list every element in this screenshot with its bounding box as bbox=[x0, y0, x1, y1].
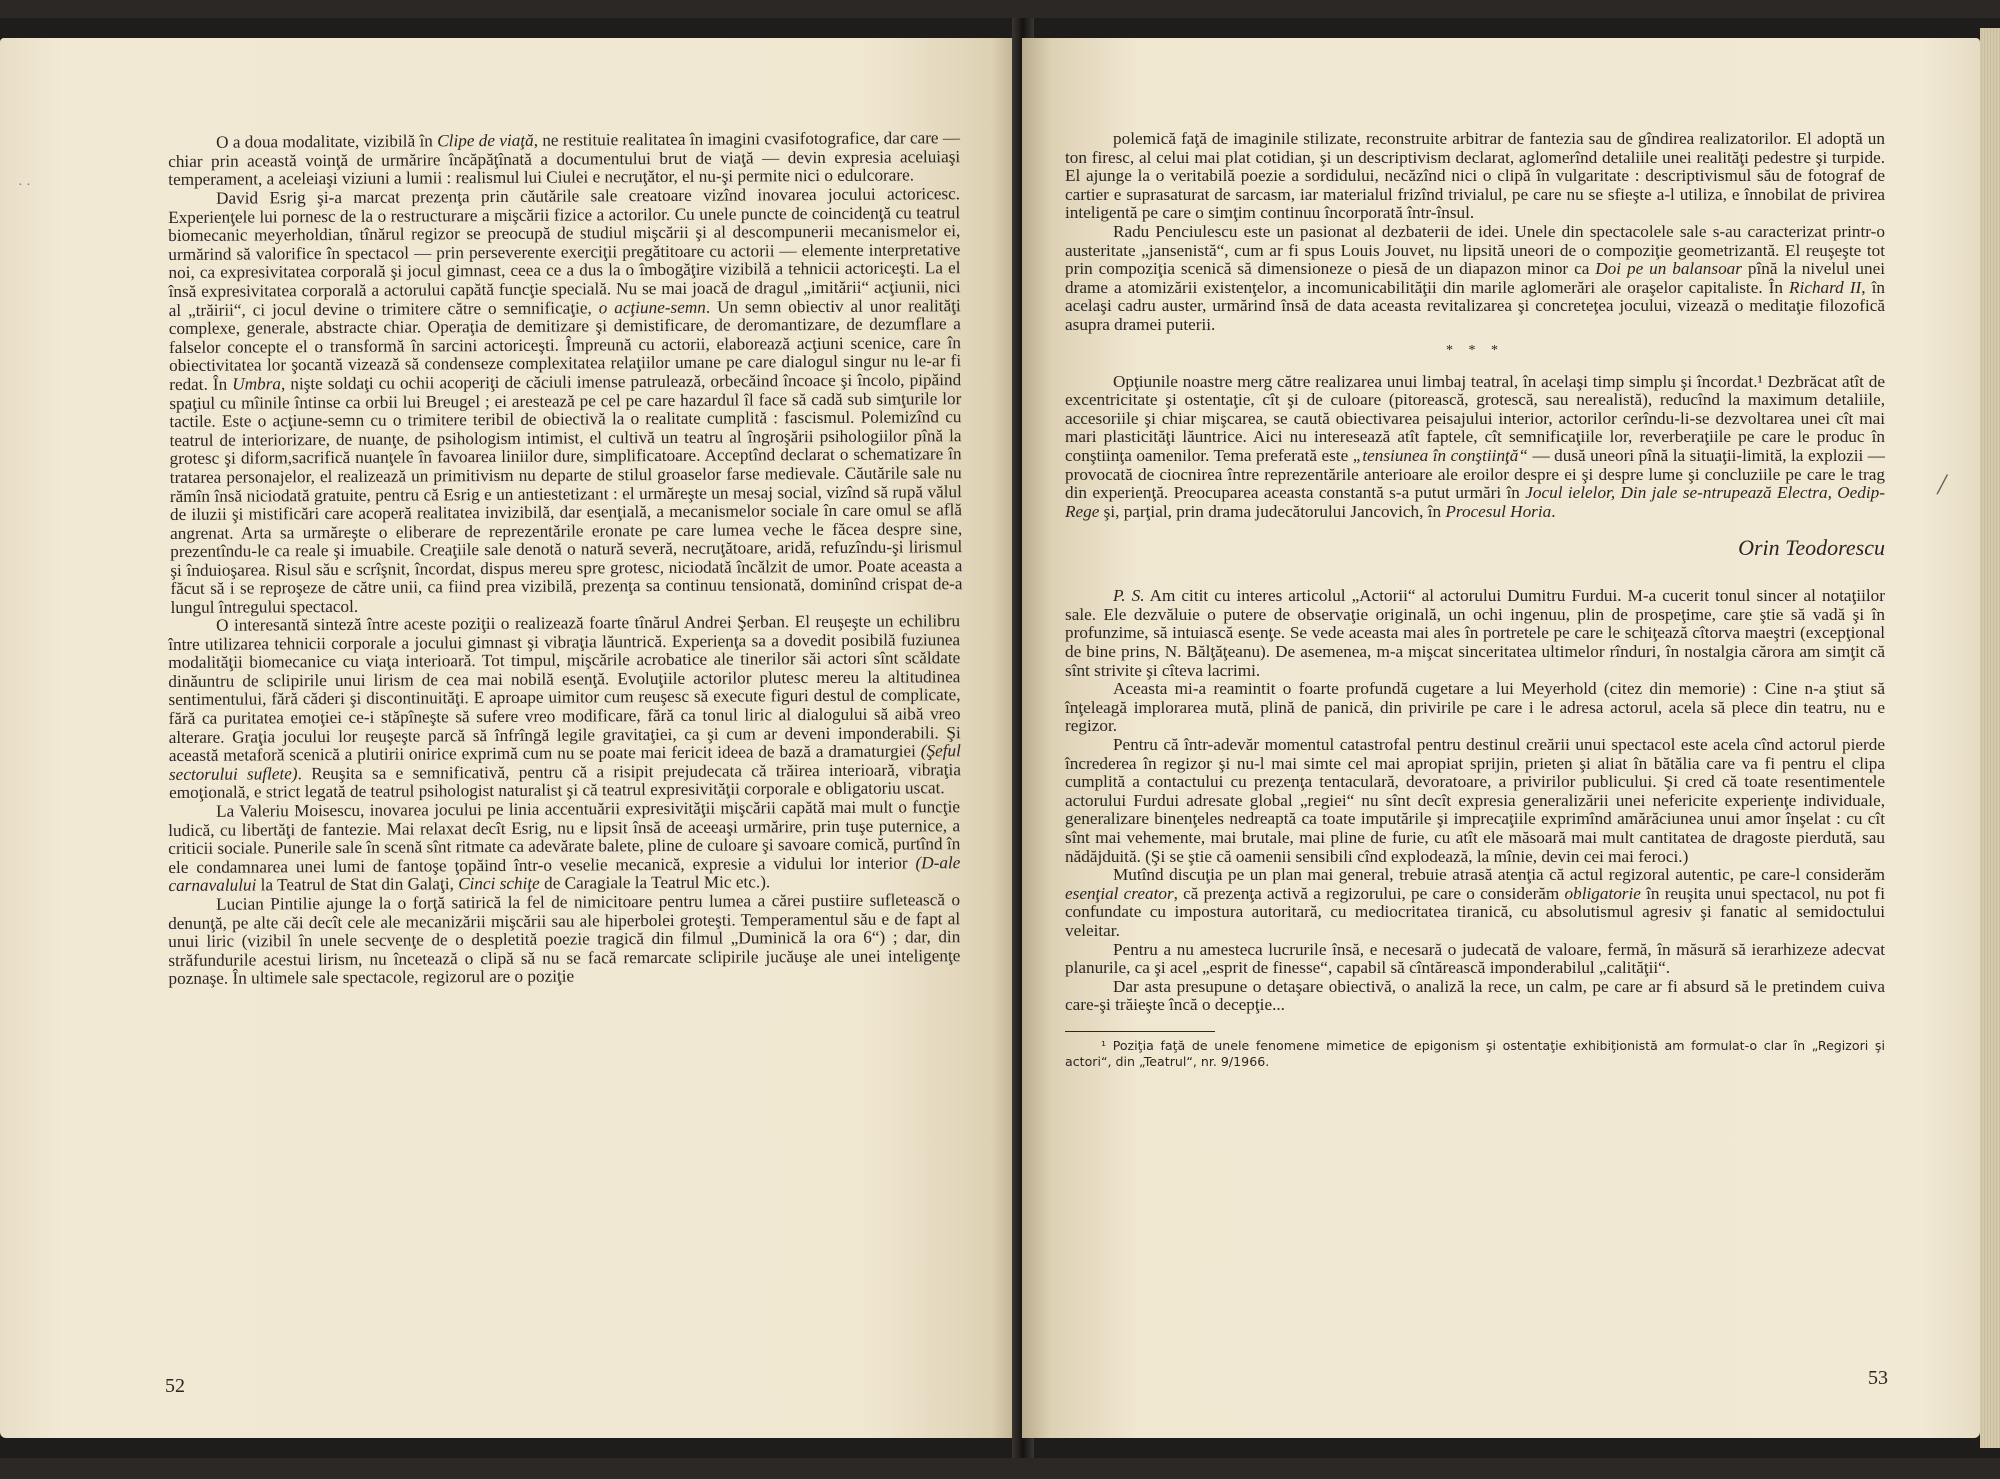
dots-mark: · · bbox=[18, 178, 31, 193]
page-number-right: 53 bbox=[1868, 1367, 1888, 1389]
paragraph: polemică faţă de imaginile stilizate, reconstruite arbitrar de fantezia sau de gîndirea realizatorilor. El adoptă un ton firesc, al celui mai plat cotidian, şi un descriptivism declarat, aglomerînd detaliile unei realităţi pedestre şi turpide. El ajunge la o veritabilă poezie a sordidului, necăzînd nici o clipă în vulgaritate : descriptivismul său de fotograf de cartier e suprasaturat de sarcasm, iar materialul frizînd trivialul, pe care nu se sfieşte a-l utiliza, e înnobilat de privirea inteligentă pe care o simţim continuu încorporată într-însul. bbox=[1065, 129, 1885, 223]
ps-paragraph: Dar asta presupune o detaşare obiectivă, o analiză la rece, un calm, pe care ar fi absurd să le pretindem cuiva care-şi trăieşte încă o decepţie... bbox=[1065, 976, 1885, 1015]
open-book bbox=[0, 18, 2000, 1458]
left-page bbox=[0, 38, 1022, 1438]
section-separator: * * * bbox=[1446, 342, 1504, 358]
author-signature: Orin Teodorescu bbox=[1738, 535, 1885, 561]
paragraph: O interesantă sinteză între aceste poziţii o realizează foarte tînărul Andrei Şerban. El reuşeşte un echilibru între utilizarea tehnicii corporale a jocului gimnast şi vibraţia lăuntrică. Experienţa sa a dovedit posibilă fuziunea modalităţii biomecanice cu viaţa interioară. Tot timpul, mişcările acrobatice ale tinerilor săi actori sînt scăldate dinăuntru de sclipirile unui lirism de cea mai nobilă esenţă. Evoluţiile actorilor plutesc mereu la altitudinea sentimentului, fără căderi şi discontinuităţi. E aproape uimitor cum reuşesc să execute figuri destul de complicate, fără ca puritatea emoţiei ce-i stăpîneşte să sufere vreo modificare, fără ca tonul liric al dialogului să aibă vreo alterare. Graţia jocului lor reuşeşte parcă să înfrîngă legile gravitaţiei, ca şi cum ar deveni imponderabili. Şi această metaforă scenică a plutirii onirice exprimă cum nu se poate mai fericit ideea de bază a dramaturgiei (Şeful sectorului suflete). Reuşita sa e semnificativă, pentru că a risipit prejudecata că trăirea interioară, vibraţia emoţională, e strict legată de teatrul psihologist naturalist şi că teatrul expresivităţii corporale e obligatoriu uscat. bbox=[168, 611, 961, 803]
page-number-left: 52 bbox=[165, 1375, 185, 1397]
paragraph: O a doua modalitate, vizibilă în Clipe de viaţă, ne restituie realitatea în imagini cvasifotografice, dar care — chiar prin această voinţă de urmărire încăpăţînată a documentului brut de viaţă — devin expresia aceluiaşi temperament, a aceleiaşi viziuni a lumii : realismul lui Ciulei e necruţător, el nu-şi permite nici o edulcorare. bbox=[168, 128, 961, 190]
paragraph: David Esrig şi-a marcat prezenţa prin căutările sale creatoare vizînd inovarea jocului actoricesc. Experienţele lui pornesc de la o restructurare a mişcării fizice a actorilor. Cu unele puncte de coincidenţă cu teatrul biomecanic meyerholdian, tînărul regizor se preocupă de studiul mişcării şi al descompunerii mecanismelor ei, urmărind să valorifice în spectacol — prin perseverente exerciţii pregătitoare cu actorii — elemente interpretative noi, ca expresivitatea corporală şi jocul gimnast, ceea ce a dus la o îmbogăţire vizibilă a tehnicii actoriceşti. La el însă expresivitatea corporală a actorului capătă funcţie specială. Nu se mai joacă de dragul „imitării“ acţiunii, nici al „trăirii“, ci jocul devine o trimitere către o semnificaţie, o acţiune-semn. Un semn obiectiv al unor realităţi complexe, generale, abstracte chiar. Operaţia de demitizare şi demistificare, de deromantizare, de dezumflare a falselor concepte el o transformă în sarcini actoriceşti. Împreună cu actorii, elaborează acţiuni scenice, care în obiectivitatea lor şocantă vizează să condenseze complexitatea relaţiilor umane pe care dialogul singur nu le-ar fi redat. În Umbra, nişte soldaţi cu ochii acoperiţi de căciuli imense patrulează, orbecăind încoace şi încolo, pipăind spaţiul cu mîinile întinse ca orbii lui Breugel ; ei arestează pe cel pe care hazardul îl face să cadă sub simţurile lor tactile. Este o acţiune-semn cu o trimitere teribil de obiectivă la o realitate cumplită : fascismul. Polemizînd cu teatrul de interiorizare, de nuanţe, de psihologism intimist, el cultivă un teatru al îngroşării psihologiilor pînă la grotesc şi diform,sacrifică nuanţele în favoarea liniilor dure, simplificatoare. Acceptînd declarat o schematizare în tratarea personajelor, el realizează un primitivism nu departe de stilul groaselor farse medievale. Căutările sale nu rămîn însă niciodată gratuite, pentru că Esrig e un antiestetizant : el urmăreşte un mesaj social, vizînd să rupă vălul de iluzii şi mistificări care acoperă realitatea invizibilă, dar esenţială, a mecanismelor sociale în care omul se află angrenat. Arta sa urmăreşte o eliberare de reprezentările eronate pe care lumea veche le făcea despre sine, prezentîndu-le ca reale şi imuabile. Creaţiile sale denotă o natură severă, necruţătoare, aridă, refuzîndu-şi lirismul şi înduioşarea. Risul său e scrîşnit, încordat, dispus mereu spre grotesc, niciodată încălzit de umor. Poate aceasta a făcut să i se reproşeze de către unii, ca fiind prea vizibilă, prezenţa sa continuu tensionată, dominînd crispat de-a lungul întregului spectacol. bbox=[168, 183, 963, 617]
ps-paragraph: Pentru a nu amesteca lucrurile însă, e necesară o judecată de valoare, fermă, în măsură să ierarhizeze adecvat planurile, ca şi acel „esprit de finesse“, capabil să cîntărească imponderabilul „calităţii“. bbox=[1065, 939, 1885, 978]
right-page-body bbox=[1065, 130, 1885, 1070]
paragraph: Opţiunile noastre merg către realizarea unui limbaj teatral, în acelaşi timp simplu şi încordat.¹ Dezbrăcat atît de excentricitate şi ostentaţie, cît şi de culoare (pitorească, grotescă, sau nerealistă), reducînd la maximum detaliile, accesoriile şi chiar mişcarea, se caută obiectivarea peisajului interior, actorilor cerîndu-li-se dezvoltarea unei cît mai mari plasticităţi lăuntrice. Aici nu interesează atît faptele, cît semnificaţiile lor, reverberaţiile pe care le produc în conştiinţa oamenilor. Tema preferată este „tensiunea în conştiinţă“ — dusă uneori pînă la situaţii-limită, la explozii — provocată de ciocnirea între reprezentările anterioare ale eroilor despre ei şi despre lume şi concluziile pe care le trag din experienţă. Preocuparea aceasta constantă s-a putut urmări în Jocul ielelor, Din jale se-ntrupează Electra, Oedip-Rege şi, parţial, prin drama judecătorului Jancovich, în Procesul Horia. bbox=[1065, 371, 1885, 521]
footnote-divider bbox=[1065, 1031, 1215, 1032]
margin-mark-icon: / bbox=[1937, 468, 1946, 501]
left-page-body bbox=[168, 128, 963, 989]
ps-paragraph: Aceasta mi-a reamintit o foarte profundă cugetare a lui Meyerhold (citez din memorie) : Cine n-a ştiut să înţeleagă implorarea mută, plină de panică, din privirile pe care i le adresa actorul, acela să plece din teatru, nu e regizor. bbox=[1065, 679, 1885, 736]
ps-paragraph: P. S. Am citit cu interes articolul „Actorii“ al actorului Dumitru Furdui. M-a cucerit tonul sincer al notaţiilor sale. Ele dezvăluie o putere de observaţie originală, un ochi ingenuu, plin de prospeţime, care ştie să vadă şi în profunzime, să intuiască esenţe. Se vede aceasta mai ales în portretele pe care le schiţează cîtorva maeştri (excepţional de bine prins, N. Bălţăţeanu). De asemenea, m-a mişcat sinceritatea ultimelor rînduri, în nostalgia cărora am simţit că sînt strivite şi cîteva lacrimi. bbox=[1065, 586, 1885, 680]
right-page bbox=[1022, 38, 1980, 1438]
ps-paragraph: Pentru că într-adevăr momentul catastrofal pentru destinul creării unui spectacol este acela cînd actorul pierde încrederea în regizor şi nu-l mai simte cel mai apropiat sprijin, prieten şi aliat în bătălia care va fi pentru el clipa cumplită a contactului cu prezenţa tentaculară, devoratoare, a privirilor publicului. Şi cred că toate resentimentele actorului Furdui adresate global „regiei“ nu sînt decît expresia generalizării unei nefericite experienţe individuale, generalizare binenţeles nedreaptă ca toate imputările şi imprecaţiile exprimînd amărăciunea unui amor înşelat : cu cît sînt mai vehemente, mai brutale, mai pline de furie, cu atît ele măsoară mai mult cantitatea de dragoste pierdută, sau nădăjduită. (Şi se ştie că oamenii sensibili cînd explodează, la mînie, devin cei mai feroci.) bbox=[1065, 735, 1885, 866]
paragraph: Lucian Pintilie ajunge la o forţă satirică la fel de nimicitoare pentru lumea a cărei pustiire sufletească o denunţă, pe alte căi decît cele ale mecanizării mişcării sau ale hiperbolei groteşti. Temperamentul său e de fapt al unui liric (vizibil în unele secvenţe de o despletită poezie tragică din filmul „Duminică la ora 6“) ; dar, din străfundurile acestui lirism, nu încetează o clipă să nu se facă remarcate sclipirile jucăuşe ale unei inteligenţe poznaşe. În ultimele sale spectacole, regizorul are o poziţie bbox=[168, 890, 961, 989]
footnote: ¹ Poziţia faţă de unele fenomene mimetice de epigonism şi ostentaţie exhibiţionistă am formulat-o clar în „Regizori şi actori“, din „Teatrul“, nr. 9/1966. bbox=[1065, 1037, 1885, 1069]
page-edges bbox=[1980, 28, 2000, 1448]
ps-paragraph: Mutînd discuţia pe un plan mai general, trebuie atrasă atenţia că actul regizoral autentic, pe care-l considerăm esenţial creator, că prezenţa activă a regizorului, pe care o considerăm obligatorie în reuşita unui spectacol, nu pot fi confundate cu impostura autoritară, cu mediocritatea tiranică, cu absolutismul agresiv şi fanatic al semidoctului veleitar. bbox=[1065, 865, 1886, 940]
paragraph: Radu Penciulescu este un pasionat al dezbaterii de idei. Unele din spectacolele sale s-au caracterizat printr-o austeritate „jansenistă“, cum ar fi spus Louis Jouvet, nu lipsită uneori de o compoziţie geometrizantă. El reuşeşte tot prin compoziţia scenică să dimensioneze o piesă de un diapazon minor ca Doi pe un balansoar pînă la nivelul unei drame a atomizării existenţelor, a incomunicabilităţii din marile aglomerări ale oraşelor capitaliste. În Richard II, în acelaşi cadru auster, urmărind însă de data aceasta revitalizarea şi concreteţea jocului, vizează o meditaţie filozofică asupra dramei puterii. bbox=[1065, 221, 1886, 334]
paragraph: La Valeriu Moisescu, inovarea jocului pe linia accentuării expresivităţii mişcării capătă mai mult o funcţie ludică, cu libertăţi de fantezie. Mai relaxat decît Esrig, nu e lipsit însă de aceeaşi urmărire, prin tuşe puternice, a criticii sociale. Punerile sale în scenă sînt ritmate ca adevărate balete, pline de culoare şi savoare comică, purtînd în ele condamnarea unei lumi de fantoşe ţopăind într-o veselie mecanică, expresie a vidului lor interior (D-ale carnavalului la Teatrul de Stat din Galaţi, Cinci schiţe de Caragiale la Teatrul Mic etc.). bbox=[168, 797, 961, 896]
